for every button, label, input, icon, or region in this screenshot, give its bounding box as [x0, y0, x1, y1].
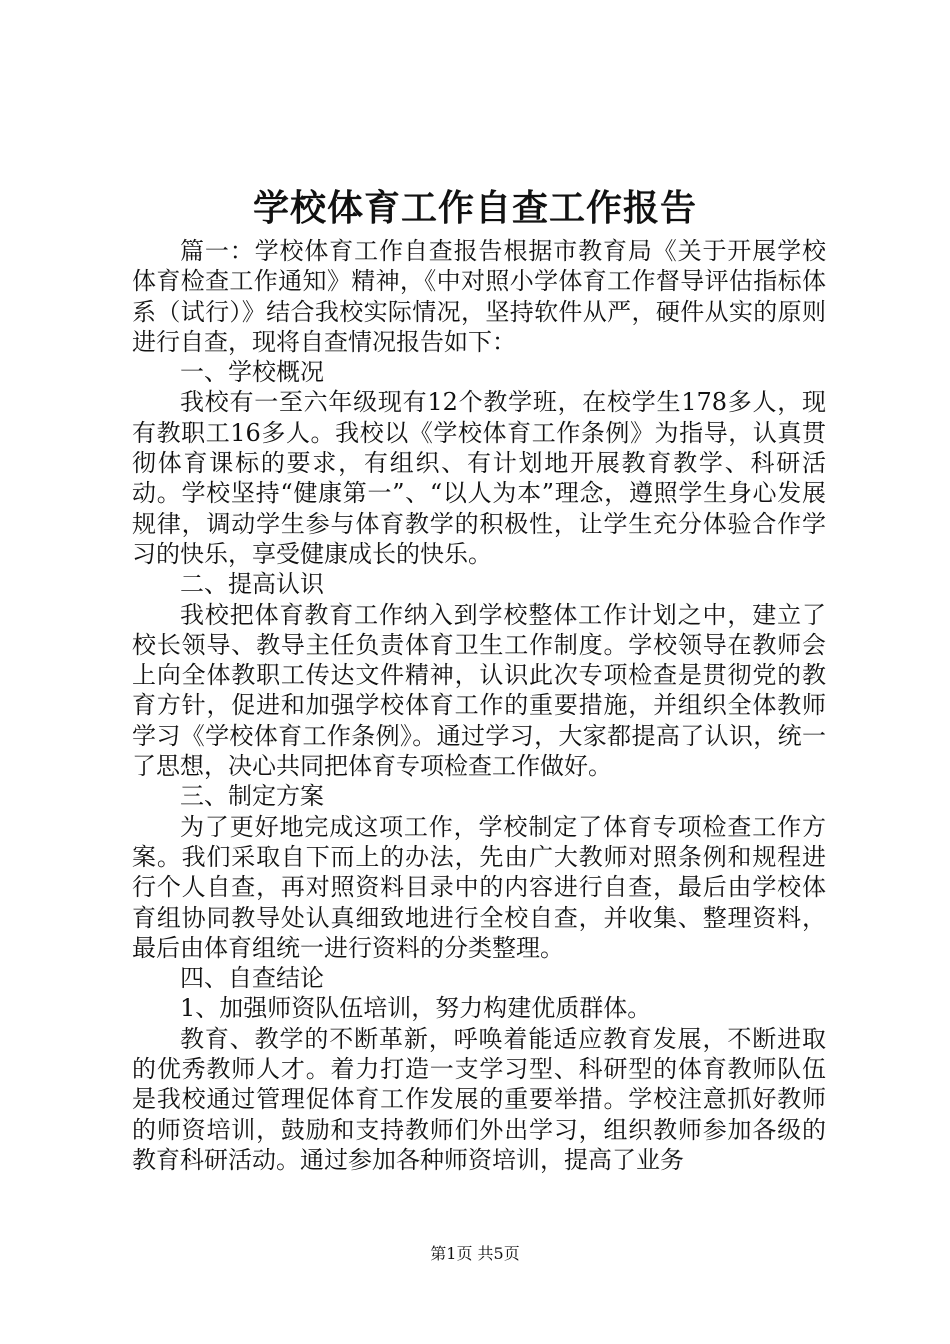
paragraph-make-plan: 为了更好地完成这项工作，学校制定了体育专项检查工作方案。我们采取自下而上的办法，先由广大教师对照条例和规程进行个人自查，再对照资料目录中的内容进行自查，最后由学校体育组协同教导处认真细致地进行全校自查，并收集、整理资料，最后由体育组统一进行资料的分类整理。 — [132, 812, 826, 962]
paragraph-teacher-training: 教育、教学的不断革新，呼唤着能适应教育发展，不断进取的优秀教师人才。着力打造一支学习型、科研型的体育教师队伍是我校通过管理促体育工作发展的重要举措。学校注意抓好教师的师资培训，鼓励和支持教师们外出学习，组织教师参加各级的教育科研活动。通过参加各种师资培训，提高了业务 — [132, 1024, 826, 1174]
paragraph-intro: 篇一：学校体育工作自查报告根据市教育局《关于开展学校体育检查工作通知》精神，《中对照小学体育工作督导评估指标体系（试行）》结合我校实际情况，坚持软件从严，硬件从实的原则进行自查，现将自查情况报告如下： — [132, 237, 826, 356]
heading-self-check-conclusion: 四、自查结论 — [180, 964, 324, 993]
heading-raise-awareness: 二、提高认识 — [180, 570, 324, 599]
document-body — [132, 236, 826, 1175]
paragraph-raise-awareness: 我校把体育教育工作纳入到学校整体工作计划之中，建立了校长领导、教导主任负责体育卫生工作制度。学校领导在教师会上向全体教职工传达文件精神，认识此次专项检查是贯彻党的教育方针，促进和加强学校体育工作的重要措施，并组织全体教师学习《学校体育工作条例》。通过学习，大家都提高了认识，统一了思想，决心共同把体育专项检查工作做好。 — [132, 600, 826, 781]
page-footer: 第1页 共5页 — [430, 1244, 520, 1263]
heading-make-plan: 三、制定方案 — [180, 782, 324, 811]
subheading-teacher-training: 1、加强师资队伍培训，努力构建优质群体。 — [180, 994, 652, 1023]
paragraph-school-overview: 我校有一至六年级现有12个教学班，在校学生178多人，现有教职工16多人。我校以《学校体育工作条例》为指导，认真贯彻体育课标的要求，有组织、有计划地开展教育教学、科研活动。学校坚持“健康第一”、“以人为本”理念，遵照学生身心发展规律，调动学生参与体育教学的积极性，让学生充分体验合作学习的快乐，享受健康成长的快乐。 — [132, 388, 826, 568]
document-title: 学校体育工作自查工作报告 — [252, 187, 697, 229]
heading-school-overview: 一、学校概况 — [180, 358, 324, 387]
